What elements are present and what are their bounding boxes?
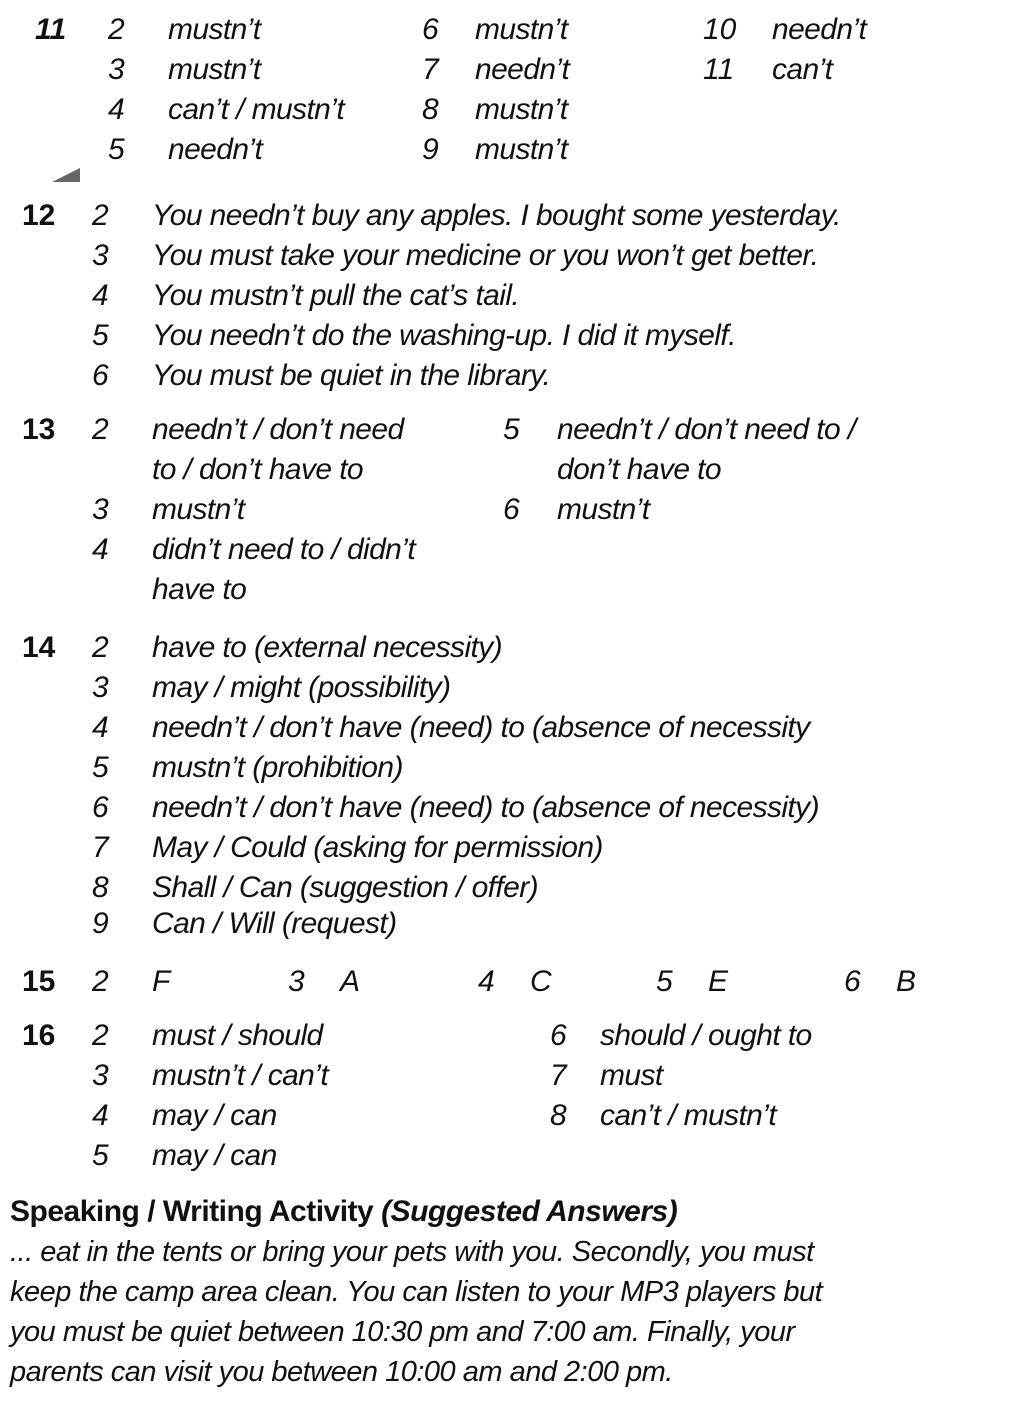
answer-text: mustn’t [475, 13, 568, 46]
answer-text: can’t / mustn’t [168, 93, 345, 126]
speaking-activity-heading [10, 1192, 677, 1232]
answer-number: 4 [92, 1099, 109, 1132]
speaking-answer-line: parents can visit you between 10:00 am and 2:00 pm. [10, 1356, 673, 1388]
answer-number: 5 [92, 1139, 109, 1172]
answer-number: 3 [92, 493, 109, 526]
speaking-answer-line: keep the camp area clean. You can listen to your MP3 players but [10, 1276, 823, 1308]
answer-text: F [152, 965, 170, 998]
answer-text: needn’t [772, 13, 867, 46]
answer-text: Can / Will (request) [152, 907, 397, 940]
answer-number: 4 [92, 279, 109, 312]
answer-number: 6 [92, 359, 109, 392]
exercise-13-number: 13 [22, 413, 56, 446]
answer-number: 4 [108, 93, 125, 126]
answer-text: needn’t [475, 53, 570, 86]
answer-text: Shall / Can (suggestion / offer) [152, 871, 539, 904]
answer-text: should / ought to [600, 1019, 812, 1052]
answer-number: 3 [108, 53, 125, 86]
answer-text: A [340, 965, 360, 998]
answer-number: 2 [92, 1019, 109, 1052]
answer-number: 5 [92, 751, 109, 784]
answer-text: needn’t / don’t need to / [557, 413, 856, 446]
answer-text: must / should [152, 1019, 323, 1052]
answer-text: must [600, 1059, 663, 1092]
answer-text-continued: to / don’t have to [152, 453, 364, 486]
answer-number: 3 [92, 671, 109, 704]
speaking-answer-line: ... eat in the tents or bring your pets with you. Secondly, you must [10, 1236, 814, 1268]
answer-text: may / can [152, 1139, 277, 1172]
answer-number: 7 [92, 831, 109, 864]
answer-number: 2 [108, 13, 125, 46]
answer-number: 7 [550, 1059, 567, 1092]
answer-text: C [530, 965, 552, 998]
answer-text: have to (external necessity) [152, 631, 503, 664]
answer-number: 3 [288, 965, 305, 998]
answer-text: You must be quiet in the library. [152, 359, 551, 392]
answer-text: may / can [152, 1099, 277, 1132]
answer-text-continued: have to [152, 573, 247, 606]
answer-number: 3 [92, 239, 109, 272]
answer-text: mustn’t (prohibition) [152, 751, 403, 784]
answer-number: 10 [703, 13, 737, 46]
answer-number: 6 [422, 13, 439, 46]
answer-number: 4 [478, 965, 495, 998]
answer-number: 6 [92, 791, 109, 824]
answer-number: 6 [503, 493, 520, 526]
exercise-15-number: 15 [22, 965, 56, 998]
triangle-marker-icon [52, 168, 80, 182]
answer-text: May / Could (asking for permission) [152, 831, 603, 864]
answer-text: mustn’t [557, 493, 650, 526]
answer-number: 8 [422, 93, 439, 126]
answer-number: 5 [92, 319, 109, 352]
answer-number: 6 [550, 1019, 567, 1052]
speaking-answer-line: you must be quiet between 10:30 pm and 7:00 am. Finally, your [10, 1316, 795, 1348]
speaking-activity-subtitle: (Suggested Answers) [381, 1195, 678, 1228]
answer-text: mustn’t [475, 93, 568, 126]
answer-text: needn’t / don’t have (need) to (absence of necessity) [152, 791, 819, 824]
exercise-11-number: 11 [35, 13, 67, 46]
answer-number: 5 [656, 965, 673, 998]
exercise-16-number: 16 [22, 1019, 56, 1052]
answer-text: needn’t / don’t need [152, 413, 404, 446]
answer-text: needn’t [168, 133, 263, 166]
answer-text: needn’t / don’t have (need) to (absence of necessity [152, 711, 810, 744]
answer-text: mustn’t [152, 493, 245, 526]
answer-text: E [708, 965, 728, 998]
answer-text: You needn’t buy any apples. I bought some yesterday. [152, 199, 841, 232]
answer-text: mustn’t [168, 13, 261, 46]
answer-number: 7 [422, 53, 439, 86]
answer-text: You needn’t do the washing-up. I did it myself. [152, 319, 736, 352]
answer-number: 8 [550, 1099, 567, 1132]
answer-number: 6 [844, 965, 861, 998]
answer-text: You must take your medicine or you won’t get better. [152, 239, 819, 272]
answer-text: You mustn’t pull the cat’s tail. [152, 279, 520, 312]
answer-number: 2 [92, 631, 109, 664]
answer-number: 5 [108, 133, 125, 166]
answer-number: 2 [92, 199, 109, 232]
answer-text: mustn’t / can’t [152, 1059, 329, 1092]
answer-number: 9 [92, 907, 109, 940]
exercise-12-number: 12 [22, 199, 56, 232]
answer-number: 3 [92, 1059, 109, 1092]
exercise-14-number: 14 [22, 631, 56, 664]
answer-number: 8 [92, 871, 109, 904]
answer-text: may / might (possibility) [152, 671, 451, 704]
answer-number: 2 [92, 413, 109, 446]
answer-text: can’t [772, 53, 833, 86]
answer-text: didn’t need to / didn’t [152, 533, 416, 566]
answer-text: mustn’t [475, 133, 568, 166]
answer-number: 2 [92, 965, 109, 998]
answer-text: B [896, 965, 916, 998]
answer-number: 9 [422, 133, 439, 166]
answer-number: 11 [703, 53, 735, 86]
answer-text-continued: don’t have to [557, 453, 721, 486]
answer-text: can’t / mustn’t [600, 1099, 777, 1132]
answer-number: 4 [92, 711, 109, 744]
answer-text: mustn’t [168, 53, 261, 86]
answer-number: 5 [503, 413, 520, 446]
speaking-activity-title: Speaking / Writing Activity [10, 1195, 374, 1228]
answer-number: 4 [92, 533, 109, 566]
